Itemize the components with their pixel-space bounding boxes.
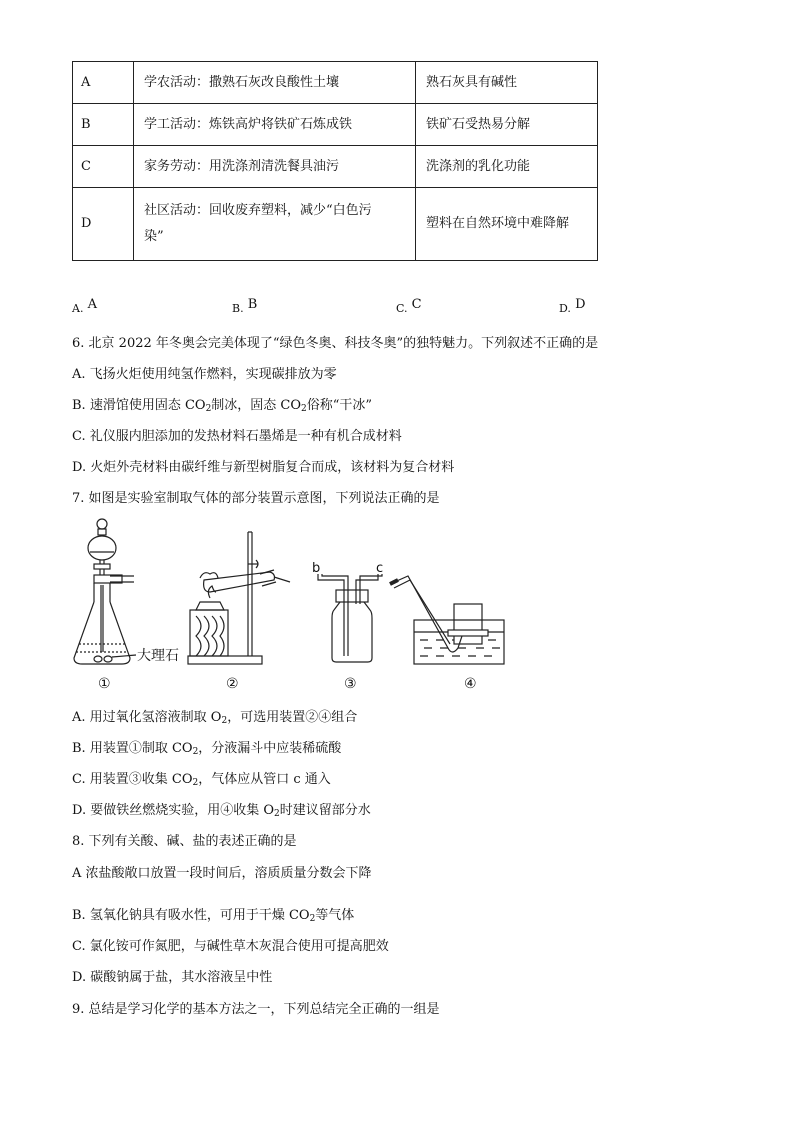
subscript: 2 [205,404,212,414]
text-segment: B. 速滑馆使用固态 CO [72,398,206,413]
q7-option-c[interactable] [72,768,331,788]
q7-option-d[interactable] [72,799,371,819]
apparatus-2-heating [188,532,290,664]
subscript: 2 [221,716,228,726]
q6-option-c[interactable]: C. 礼仪服内胆添加的发热材料石墨烯是一种有机合成材料 [72,429,402,444]
q7-stem: 7. 如图是实验室制取气体的部分装置示意图，下列说法正确的是 [72,491,440,506]
q6-stem: 6. 北京 2022 年冬奥会完美体现了“绿色冬奥、科技冬奥”的独特魅力。下列叙述不正确的是 [72,336,599,351]
text-segment: A. 用过氧化氢溶液制取 O [72,710,222,725]
text-segment: ，分液漏斗中应装稀硫酸 [198,741,342,756]
table-cell-option: D [73,188,134,261]
table-row [73,62,598,104]
choice-b[interactable] [232,297,258,316]
table-row [73,146,598,188]
text-segment: 等气体 [315,908,355,923]
table-cell-knowledge: 熟石灰具有碱性 [416,62,598,104]
text-segment: C. 用装置③收集 CO [72,772,193,787]
table-cell-activity: 学工活动：炼铁高炉将铁矿石炼成铁 [134,104,416,146]
table-cell-option: B [73,104,134,146]
text-segment: 俗称“干冰” [306,398,373,413]
port-b-label: b [312,561,321,576]
choice-d[interactable] [559,297,586,316]
q7-option-a[interactable] [72,706,357,726]
q6-option-a[interactable]: A. 飞扬火炬使用纯氢作燃料，实现碳排放为零 [72,367,337,382]
label-3: ③ [344,676,357,692]
apparatus-1-flask [74,519,136,664]
q6-option-d[interactable]: D. 火炬外壳材料由碳纤维与新型树脂复合而成，该材料为复合材料 [72,460,455,475]
subscript: 2 [274,809,280,819]
apparatus-4-trough [390,576,504,664]
options-table [72,61,598,261]
port-c-label: c [376,561,384,576]
choice-a[interactable] [72,297,97,316]
activity-line: 染” [144,229,164,244]
q6-option-b[interactable] [72,394,372,414]
q8-option-c[interactable]: C. 氯化铵可作氮肥，与碱性草木灰混合使用可提高肥效 [72,939,389,954]
choice-text: A [87,297,97,312]
choice-text: C [411,297,422,312]
text-segment: B. 用装置①制取 CO [72,741,193,756]
apparatus-3-bottle [312,561,383,662]
table-cell-activity: 家务劳动：用洗涤剂清洗餐具油污 [134,146,416,188]
q9-stem: 9. 总结是学习化学的基本方法之一，下列总结完全正确的一组是 [72,1002,440,1017]
table-cell-option: C [73,146,134,188]
apparatus-figure [60,512,520,694]
label-1: ① [98,676,111,692]
q5-choices [72,297,632,319]
choice-text: D [575,297,586,312]
activity-line: 社区活动：回收废弃塑料，减少“白色污 [144,203,372,218]
subscript: 2 [301,404,307,414]
text-segment: B. 氢氧化钠具有吸水性，可用于干燥 CO [72,908,310,923]
table-cell-option: A [73,62,134,104]
choice-prefix: C. [396,302,408,315]
q8-option-a[interactable]: A 浓盐酸敞口放置一段时间后，溶质质量分数会下降 [72,866,372,881]
table-cell-knowledge: 洗涤剂的乳化功能 [416,146,598,188]
text-segment: ，可选用装置②④组合 [227,710,358,725]
choice-prefix: B. [232,302,244,315]
choice-prefix: A. [72,302,84,315]
marble-label: 大理石 [137,648,179,664]
label-4: ④ [464,676,477,692]
text-segment: ，气体应从管口 c 通入 [198,772,331,787]
subscript: 2 [192,778,199,788]
choice-prefix: D. [559,302,571,315]
subscript: 2 [192,747,199,757]
text-segment: D. 要做铁丝燃烧实验，用④收集 O [72,803,275,818]
table-cell-knowledge: 塑料在自然环境中难降解 [416,188,598,261]
text-segment: 时建议留部分水 [279,803,371,818]
subscript: 2 [309,914,316,924]
table-row [73,104,598,146]
q8-stem: 8. 下列有关酸、碱、盐的表述正确的是 [72,834,297,849]
label-2: ② [226,676,239,692]
table-cell-activity [134,188,416,261]
text-segment: 制冰，固态 CO [211,398,302,413]
q8-option-d[interactable]: D. 碳酸钠属于盐，其水溶液呈中性 [72,970,273,985]
q7-option-b[interactable] [72,737,341,757]
choice-c[interactable] [396,297,422,316]
choice-text: B [247,297,258,312]
q8-option-b[interactable] [72,904,354,924]
table-cell-activity: 学农活动：撒熟石灰改良酸性土壤 [134,62,416,104]
table-cell-knowledge: 铁矿石受热易分解 [416,104,598,146]
table-row [73,188,598,261]
